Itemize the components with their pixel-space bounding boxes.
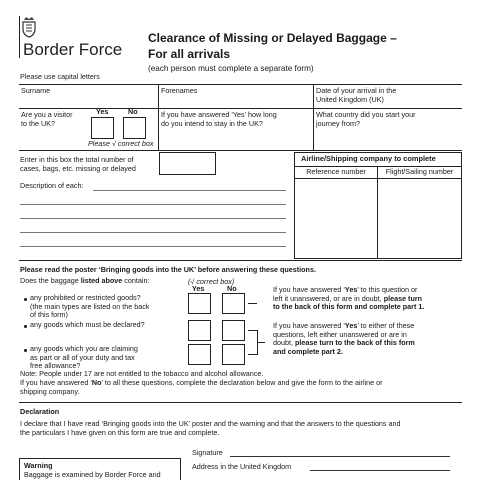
note2-no: No xyxy=(91,378,102,387)
stay-duration-question: If you have answered ‘Yes’ how long do you intend to stay in the UK? xyxy=(161,110,277,128)
visitor-question: Are you a visitor to the UK? xyxy=(21,110,73,128)
instr1-turn-over: please turn to the back of this form and complete part 1. xyxy=(273,293,425,312)
airline-panel-rule xyxy=(377,166,378,258)
tick-correct-box-note: Please √ correct box xyxy=(88,139,154,148)
declared-yes-checkbox[interactable] xyxy=(188,320,211,341)
surname-label: Surname xyxy=(21,86,51,95)
section-rule xyxy=(19,260,462,261)
warning-title: Warning xyxy=(24,461,53,470)
journey-start-input[interactable] xyxy=(315,132,461,149)
instr2-text-b: ’ to either of these questions, left either unanswered or are in doubt, xyxy=(273,321,415,348)
instruction-part-1 xyxy=(273,286,424,312)
flight-number-input[interactable] xyxy=(379,180,460,257)
bracket-line xyxy=(248,330,257,331)
warning-text: Baggage is examined by Border Force and xyxy=(24,470,161,479)
address-line[interactable] xyxy=(310,470,450,471)
contain-emphasis: listed above xyxy=(80,276,123,285)
declaration-heading: Declaration xyxy=(20,407,60,416)
reference-number-input[interactable] xyxy=(296,180,376,257)
baggage-count-input[interactable] xyxy=(159,152,216,175)
airline-panel-rule xyxy=(295,178,461,179)
grid-rule xyxy=(158,84,159,150)
signature-label: Signature xyxy=(192,448,223,457)
bracket-line xyxy=(248,354,257,355)
declaration-text: I declare that I have read ‘Bringing goods into the UK’ poster and the warning and that the answers to the questions and the particulars I have given on this form are true and complete. xyxy=(20,419,401,437)
warning-box xyxy=(19,458,181,480)
bullet xyxy=(24,349,27,352)
description-line[interactable] xyxy=(20,232,286,233)
description-line[interactable] xyxy=(93,190,286,191)
arrival-date-label: Date of your arrival in the United Kingdom (UK) xyxy=(316,86,397,104)
forenames-input[interactable] xyxy=(160,96,312,107)
connector-line xyxy=(248,303,257,304)
form-title: Clearance of Missing or Delayed Baggage – xyxy=(148,31,397,45)
allowance-yes-checkbox[interactable] xyxy=(188,344,211,365)
declared-no-checkbox[interactable] xyxy=(222,320,245,341)
crest-logo xyxy=(21,16,37,38)
description-label: Description of each: xyxy=(20,181,84,190)
contain-prefix: Does the baggage xyxy=(20,276,81,285)
prohibited-no-checkbox[interactable] xyxy=(222,293,245,314)
instruction-part-2 xyxy=(273,322,415,357)
address-label: Address in the United Kingdom xyxy=(192,462,292,471)
section-rule xyxy=(19,402,462,403)
arrival-date-input[interactable] xyxy=(315,96,461,107)
baggage-contain-question xyxy=(20,277,149,286)
baggage-count-label: Enter in this box the total number of cases, bags, etc. missing or delayed xyxy=(20,155,136,173)
description-line[interactable] xyxy=(20,204,286,205)
airline-panel-header: Airline/Shipping company to complete xyxy=(301,154,436,163)
form-title-line2: For all arrivals xyxy=(148,47,231,61)
forenames-label: Forenames xyxy=(161,86,198,95)
question-prohibited-goods: any prohibited or restricted goods? (the main types are listed on the back of this form) xyxy=(30,293,150,320)
questions-no-header: No xyxy=(227,284,237,293)
logo-rule xyxy=(19,16,20,58)
note2-text-b: ’ to all these questions, complete the declaration below and give the form to the airline or shipping company. xyxy=(20,378,383,396)
reference-number-header: Reference number xyxy=(306,167,366,176)
visitor-yes-label: Yes xyxy=(96,107,109,116)
poster-heading: Please read the poster ‘Bringing goods into the UK’ before answering these questions. xyxy=(20,265,316,274)
brand-name: Border Force xyxy=(23,40,123,59)
visitor-no-label: No xyxy=(128,107,138,116)
instr2-text-a: If you have answered ‘ xyxy=(273,321,345,330)
capital-letters-note: Please use capital letters xyxy=(20,72,100,81)
grid-rule xyxy=(19,84,462,85)
instr2-yes: Yes xyxy=(344,321,358,330)
surname-input[interactable] xyxy=(20,96,157,107)
bullet xyxy=(24,298,27,301)
questions-yes-header: Yes xyxy=(192,284,205,293)
instr1-text-a: If you have answered ‘ xyxy=(273,285,345,294)
stay-duration-input[interactable] xyxy=(160,132,312,149)
signature-line[interactable] xyxy=(230,456,450,457)
bullet xyxy=(24,325,27,328)
grid-rule xyxy=(19,150,462,151)
flight-number-header: Flight/Sailing number xyxy=(385,167,454,176)
instr1-text-b: ’ to this question or left it unanswered, or are in doubt, xyxy=(273,285,418,303)
note2-text-a: If you have answered ‘ xyxy=(20,378,92,387)
bracket-line xyxy=(257,342,265,343)
age-note: Note: People under 17 are not entitled to the tobacco and alcohol allowance. xyxy=(20,369,264,378)
grid-rule xyxy=(19,108,462,109)
visitor-no-checkbox[interactable] xyxy=(123,117,146,139)
no-answer-note xyxy=(20,379,383,396)
visitor-yes-checkbox[interactable] xyxy=(91,117,114,139)
prohibited-yes-checkbox[interactable] xyxy=(188,293,211,314)
instr2-turn-over: please turn to the back of this form and complete part 2. xyxy=(273,338,415,356)
allowance-no-checkbox[interactable] xyxy=(222,344,245,365)
form-subtitle: (each person must complete a separate form) xyxy=(148,64,314,73)
description-line[interactable] xyxy=(20,246,286,247)
question-duty-free-allowance: any goods which you are claiming as part or all of your duty and tax free allowance? xyxy=(30,344,138,371)
question-declared-goods: any goods which must be declared? xyxy=(30,320,145,329)
journey-start-question: What country did you start your journey from? xyxy=(316,110,416,128)
airline-panel xyxy=(294,152,462,259)
correct-box-note: (√ correct box) xyxy=(188,277,235,286)
description-line[interactable] xyxy=(20,218,286,219)
grid-rule xyxy=(313,84,314,150)
contain-suffix: contain: xyxy=(122,276,150,285)
instr1-yes: Yes xyxy=(344,285,358,294)
